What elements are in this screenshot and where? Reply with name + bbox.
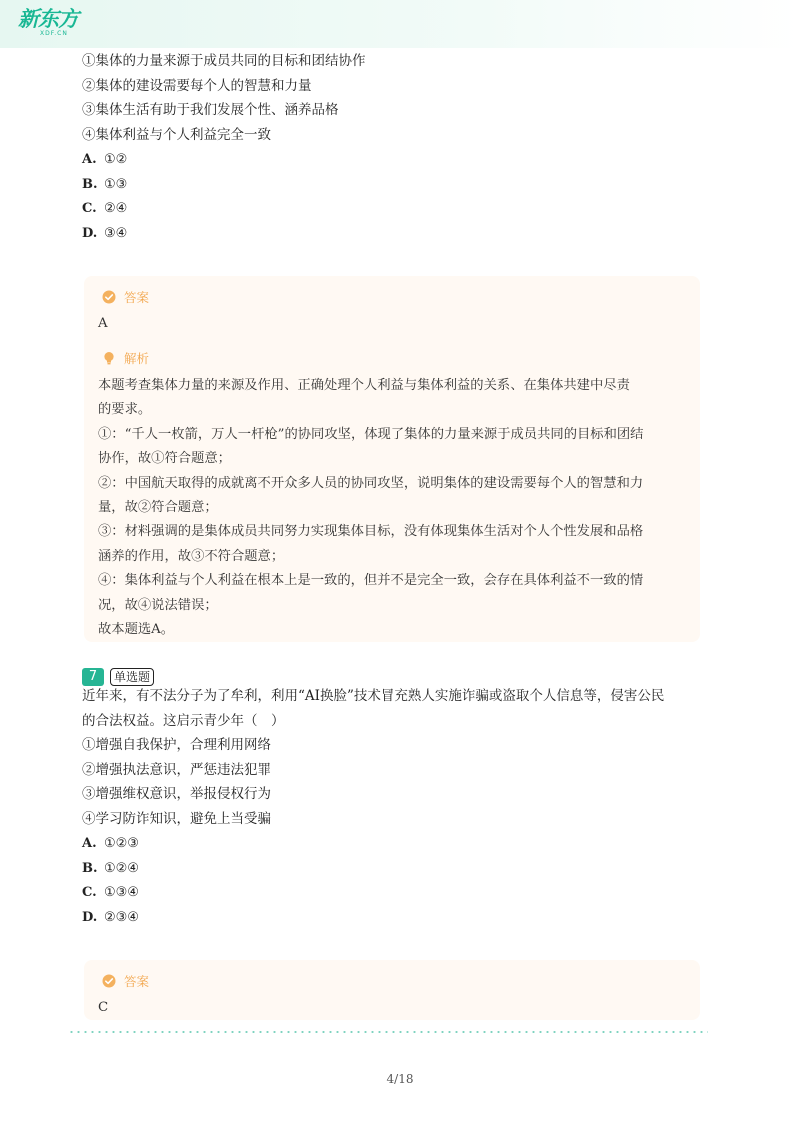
answer-heading [102, 972, 149, 990]
option-a[interactable] [82, 148, 702, 173]
q7-answer-card [84, 960, 700, 1020]
option-b[interactable] [82, 173, 702, 198]
answer-heading [102, 288, 149, 306]
statement: ②增强执法意识，严惩违法犯罪 [82, 761, 271, 778]
q7-options [82, 832, 702, 930]
option-c[interactable] [82, 197, 702, 222]
analysis-line: 况，故④说法错误； [98, 597, 218, 613]
q7-header [82, 666, 702, 686]
analysis-line: 故本题选A。 [98, 622, 175, 638]
analysis-line: ③：材料强调的是集体成员共同努力实现集体目标，没有体现集体生活对个人个性发展和品格 [98, 524, 644, 540]
option-letter: A. [82, 152, 97, 167]
stem-line: 的合法权益。这启示青少年（ ） [82, 712, 285, 729]
logo-subtext: XDF.CN [40, 30, 68, 37]
option-text: ①③ [104, 176, 128, 192]
answer-value: C [98, 1000, 109, 1015]
statement: ④集体利益与个人利益完全一致 [82, 126, 271, 143]
option-text: ①②③ [104, 836, 139, 851]
page-number: 4/18 [386, 1072, 414, 1086]
analysis-line: 涵养的作用，故③不符合题意； [98, 548, 285, 564]
option-d[interactable] [82, 222, 702, 247]
xdf-logo [18, 8, 80, 40]
option-text: ②④ [104, 201, 128, 216]
statement: ③增强维权意识，举报侵权行为 [82, 786, 271, 802]
stem-line: 近年来，有不法分子为了牟利，利用“AI换脸”技术冒充熟人实施诈骗或盗取个人信息等，侵害公民 [82, 688, 665, 704]
statement: ③集体生活有助于我们发展个性、涵养品格 [82, 102, 339, 118]
analysis-label: 解析 [124, 351, 150, 366]
option-a[interactable] [82, 832, 702, 857]
q7-stem [82, 684, 702, 831]
analysis-line: 本题考查集体力量的来源及作用、正确处理个人利益与集体利益的关系、在集体共建中尽责 [98, 378, 630, 393]
option-c[interactable] [82, 881, 702, 906]
header-band [0, 0, 800, 48]
lightbulb-icon [102, 351, 116, 365]
statement: ④学习防诈知识，避免上当受骗 [82, 810, 271, 827]
analysis-line: 协作，故①符合题意； [98, 451, 231, 467]
option-letter: B. [82, 860, 98, 876]
question-number: 7 [82, 668, 104, 686]
option-text: ②③④ [104, 909, 139, 925]
dotted-divider [68, 1031, 708, 1033]
analysis-text [98, 374, 688, 642]
analysis-line: ①：“千人一枚箭，万人一杆枪”的协同攻坚，体现了集体的力量来源于成员共同的目标和团结 [98, 426, 644, 442]
answer-value: A [98, 316, 108, 331]
option-letter: D. [82, 225, 98, 241]
q6-answer-card [84, 276, 700, 642]
question-type-badge: 单选题 [110, 668, 154, 686]
statement: ①增强自我保护，合理利用网络 [82, 737, 271, 753]
q6-statements [82, 49, 702, 147]
answer-label: 答案 [124, 290, 150, 305]
logo-text: 新东方 [18, 7, 78, 31]
option-letter: D. [82, 909, 98, 925]
q6-options [82, 148, 702, 246]
option-b[interactable] [82, 857, 702, 882]
option-text: ①③④ [104, 885, 139, 900]
analysis-heading [102, 349, 149, 367]
statement: ②集体的建设需要每个人的智慧和力量 [82, 77, 312, 94]
check-badge-icon [102, 290, 116, 304]
check-badge-icon [102, 974, 116, 988]
analysis-line: 的要求。 [98, 402, 152, 418]
option-letter: A. [82, 836, 97, 851]
option-letter: B. [82, 176, 98, 192]
analysis-line: 量，故②符合题意； [98, 500, 218, 516]
option-letter: C. [82, 201, 97, 216]
statement: ①集体的力量来源于成员共同的目标和团结协作 [82, 53, 366, 69]
option-text: ①② [104, 152, 128, 167]
option-d[interactable] [82, 906, 702, 931]
analysis-line: ②：中国航天取得的成就离不开众多人员的协同攻坚，说明集体的建设需要每个人的智慧和力 [98, 475, 644, 491]
option-text: ①②④ [104, 860, 139, 876]
option-letter: C. [82, 885, 97, 900]
option-text: ③④ [104, 225, 128, 241]
answer-label: 答案 [124, 974, 150, 989]
analysis-line: ④：集体利益与个人利益在根本上是一致的，但并不是完全一致，会存在具体利益不一致的情 [98, 573, 644, 589]
